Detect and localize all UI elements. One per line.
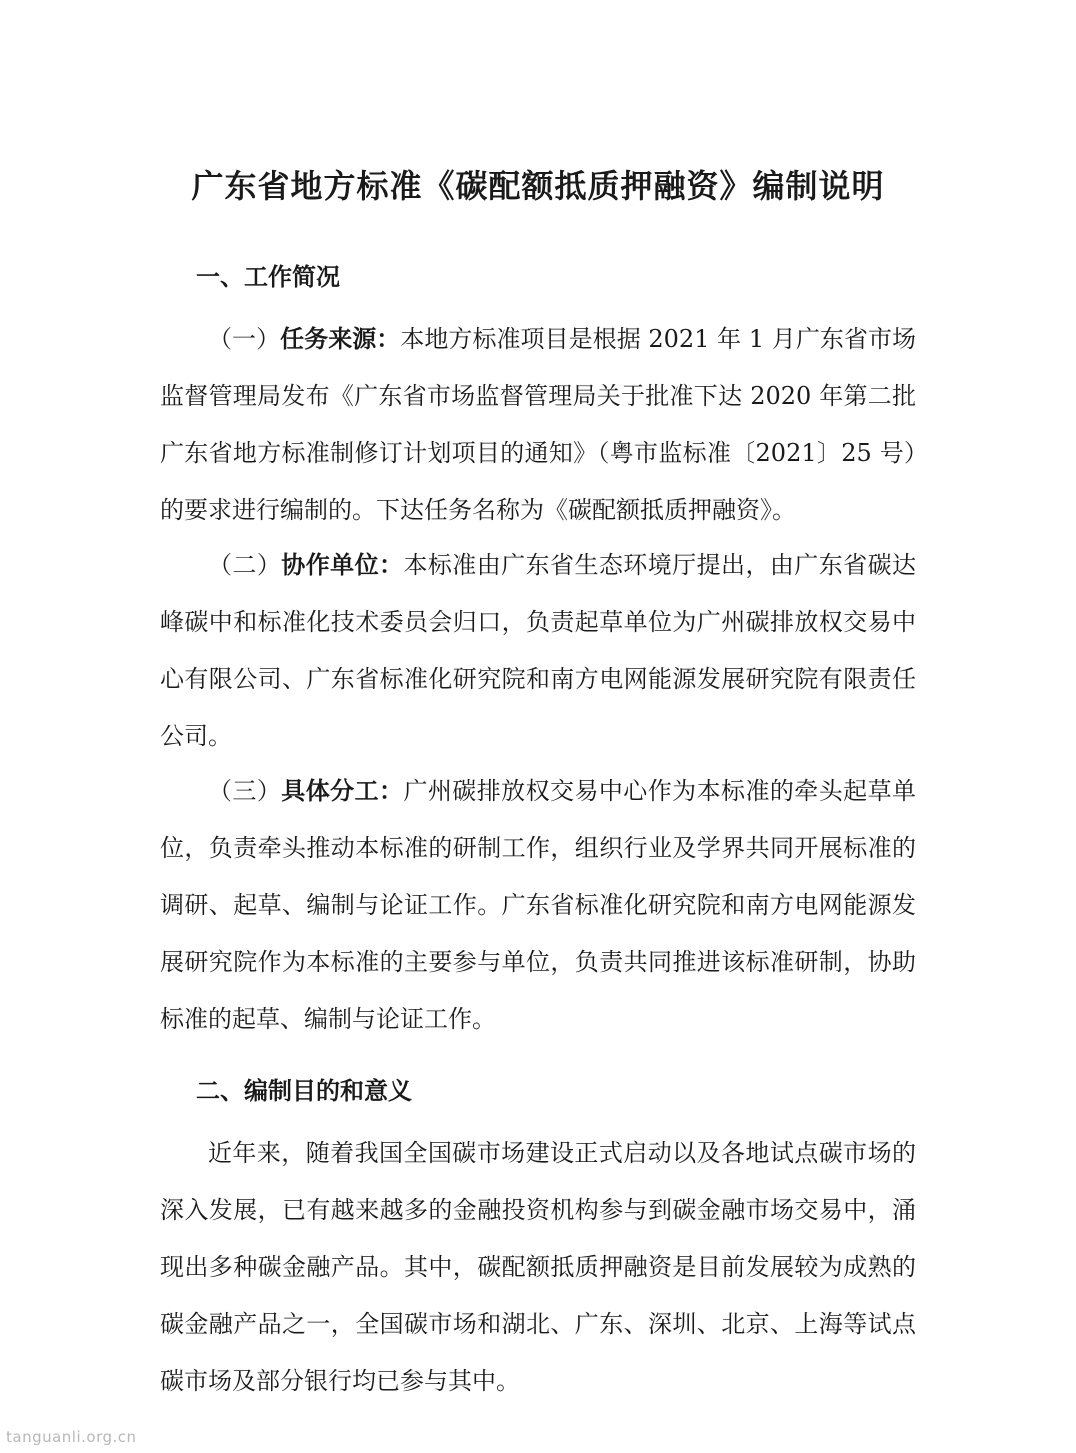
paragraph-text: 广州碳排放权交易中心作为本标准的牵头起草单位，负责牵头推动本标准的研制工作，组织行业及学界共同开展标准的调研、起草、编制与论证工作。广东省标准化研究院和南方电网能源发展研究院作为本标准的主要参与单位，负责共同推进该标准研制，协助标准的起草、编制与论证工作。 (160, 777, 917, 1033)
section-heading-purpose-significance: 二、编制目的和意义 (196, 1076, 412, 1105)
paragraph-text: 近年来，随着我国全国碳市场建设正式启动以及各地试点碳市场的深入发展，已有越来越多的金融投资机构参与到碳金融市场交易中，涌现出多种碳金融产品。其中，碳配额抵质押融资是目前发展较为成熟的碳金融产品之一，全国碳市场和湖北、广东、深圳、北京、上海等试点碳市场及部分银行均已参与其中。 (160, 1139, 916, 1395)
paragraph-lead: 任务来源： (280, 324, 401, 353)
paragraph-lead: 具体分工： (281, 776, 404, 805)
section-heading-work-overview: 一、工作简况 (196, 262, 340, 291)
paragraph-purpose (160, 1125, 916, 1410)
paragraph-division-of-work (160, 762, 916, 1048)
paragraph-task-source (160, 310, 916, 539)
paragraph-text: 本地方标准项目是根据 2021 年 1 月广东省市场监督管理局发布《广东省市场监督管理局关于批准下达 2020 年第二批广东省地方标准制修订计划项目的通知》（粤市监标准〔2021〕25 号）的要求进行编制的。下达任务名称为《碳配额抵质押融资》。 (160, 325, 916, 524)
paragraph-collaborating-units (160, 536, 916, 765)
site-watermark: tanguanli.org.cn (6, 1428, 137, 1446)
paragraph-prefix: （二） (208, 551, 282, 579)
paragraph-prefix: （三） (208, 777, 282, 805)
paragraph-prefix: （一） (208, 325, 281, 353)
document-title: 广东省地方标准《碳配额抵质押融资》编制说明 (191, 167, 885, 205)
paragraph-text: 本标准由广东省生态环境厅提出，由广东省碳达峰碳中和标准化技术委员会归口，负责起草单位为广州碳排放权交易中心有限公司、广东省标准化研究院和南方电网能源发展研究院有限责任公司。 (160, 551, 917, 750)
paragraph-lead: 协作单位： (281, 550, 404, 579)
